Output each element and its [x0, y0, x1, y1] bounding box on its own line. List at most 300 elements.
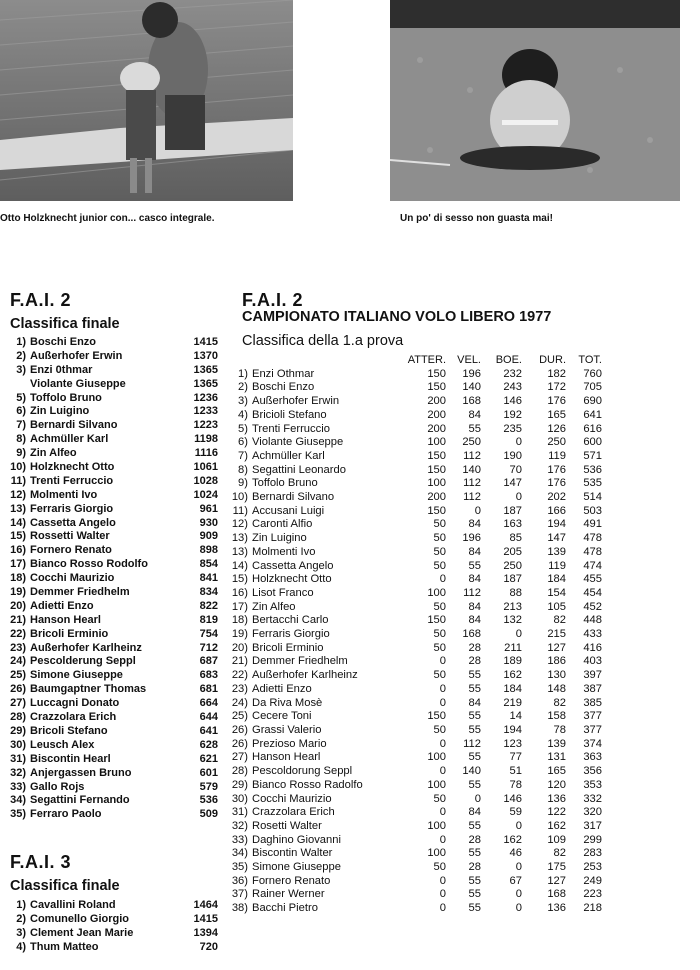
list-item-name: Ferraris Giorgio — [30, 502, 114, 515]
cell-tot: 332 — [583, 792, 602, 805]
cell-name: Toffolo Bruno — [252, 477, 318, 490]
cell-tot: 249 — [583, 874, 602, 887]
list-item-rank: 34) — [10, 794, 26, 807]
cell-name: Prezioso Mario — [252, 737, 327, 750]
list-item — [0, 336, 218, 350]
championship-results-table — [222, 354, 602, 916]
cell-atter: 0 — [439, 806, 446, 819]
cell-tot: 478 — [583, 532, 602, 545]
cell-atter: 150 — [427, 463, 446, 476]
table-row — [222, 628, 602, 642]
cell-rank: 13) — [231, 532, 248, 545]
cell-vel: 84 — [468, 806, 481, 819]
cell-atter: 50 — [433, 628, 446, 641]
photo-caption-left: Otto Holzknecht junior con... casco integrale. — [0, 213, 215, 224]
cell-name: Zin Luigino — [252, 532, 307, 545]
list-item — [0, 475, 218, 489]
list-item-rank: 9) — [16, 447, 26, 460]
list-item — [0, 628, 218, 642]
cell-tot: 317 — [583, 819, 602, 832]
cell-atter: 0 — [439, 888, 446, 901]
list-item-points: 841 — [199, 572, 218, 585]
list-item — [0, 669, 218, 683]
list-item-name: Crazzolara Erich — [30, 711, 117, 724]
cell-atter: 0 — [439, 833, 446, 846]
cell-vel: 55 — [468, 422, 481, 435]
cell-tot: 397 — [583, 669, 602, 682]
list-item-name: Hanson Hearl — [30, 613, 101, 626]
cell-vel: 0 — [474, 792, 481, 805]
cell-rank: 24) — [231, 696, 248, 709]
cell-atter: 0 — [439, 696, 446, 709]
cell-tot: 353 — [583, 778, 602, 791]
cell-name: Accusani Luigi — [252, 504, 325, 517]
list-item — [0, 767, 218, 781]
table-row — [222, 518, 602, 532]
cell-rank: 19) — [231, 628, 248, 641]
list-item-name: Simone Giuseppe — [30, 669, 123, 682]
table-row — [222, 847, 602, 861]
cell-rank: 17) — [231, 600, 248, 613]
table-row — [222, 450, 602, 464]
list-item-rank: 1) — [16, 336, 26, 348]
fai3-final-list — [0, 899, 218, 955]
table-header-row — [222, 354, 602, 368]
list-item-rank: 15) — [10, 530, 26, 543]
list-item — [0, 899, 218, 913]
cell-name: Zin Alfeo — [252, 600, 296, 613]
cell-tot: 387 — [583, 682, 602, 695]
cell-name: Cassetta Angelo — [252, 559, 334, 572]
cell-boe: 163 — [503, 518, 522, 531]
cell-tot: 433 — [583, 628, 602, 641]
list-item-rank: 30) — [10, 738, 26, 751]
list-item-points: 683 — [199, 669, 218, 682]
cell-tot: 514 — [583, 491, 602, 504]
list-item-name: Außerhofer Erwin — [30, 349, 123, 362]
list-item-rank: 24) — [10, 655, 26, 668]
list-item — [0, 405, 218, 419]
cell-dur: 139 — [547, 545, 566, 558]
fai3-final-subtitle: Classifica finale — [10, 878, 120, 894]
cell-atter: 50 — [433, 641, 446, 654]
cell-rank: 32) — [231, 819, 248, 832]
list-item-name: Anjergassen Bruno — [30, 766, 132, 779]
table-row — [222, 724, 602, 738]
list-item-points: 1415 — [193, 336, 218, 348]
cell-vel: 168 — [462, 628, 481, 641]
list-item-rank: 27) — [10, 697, 26, 710]
cell-atter: 0 — [439, 573, 446, 586]
list-item-rank: 17) — [10, 558, 26, 571]
cell-vel: 55 — [468, 710, 481, 723]
list-item-points: 1198 — [194, 433, 218, 446]
list-item-name: Zin Luigino — [30, 405, 90, 418]
championship-subtitle: CAMPIONATO ITALIANO VOLO LIBERO 1977 — [242, 309, 552, 325]
cell-boe: 190 — [503, 449, 522, 462]
cell-dur: 82 — [553, 696, 566, 709]
list-item-points: 664 — [199, 697, 218, 710]
list-item — [0, 655, 218, 669]
cell-name: Violante Giuseppe — [252, 436, 344, 449]
list-item-name: Molmenti Ivo — [30, 488, 98, 501]
cell-dur: 168 — [547, 888, 566, 901]
cell-dur: 136 — [547, 792, 566, 805]
list-item — [0, 572, 218, 586]
cell-atter: 200 — [427, 408, 446, 421]
cell-boe: 59 — [509, 806, 522, 819]
list-item — [0, 600, 218, 614]
championship-title: F.A.I. 2 — [242, 290, 304, 310]
list-item-name: Bianco Rosso Rodolfo — [30, 558, 148, 571]
cell-name: Da Riva Mosè — [252, 696, 323, 709]
table-row — [222, 765, 602, 779]
cell-vel: 84 — [468, 600, 481, 613]
table-row — [222, 820, 602, 834]
cell-tot: 218 — [583, 902, 602, 915]
cell-tot: 705 — [583, 381, 602, 394]
cell-boe: 194 — [503, 723, 522, 736]
cell-atter: 100 — [427, 778, 446, 791]
cell-boe: 88 — [509, 586, 522, 599]
list-item-points: 961 — [199, 502, 218, 515]
list-item-rank: 13) — [10, 502, 26, 515]
cell-vel: 250 — [462, 436, 481, 449]
cell-boe: 46 — [509, 847, 522, 860]
table-row — [222, 587, 602, 601]
list-item-points: 909 — [199, 530, 218, 543]
list-item-points: 1236 — [193, 391, 218, 404]
list-item-name: Cocchi Maurizio — [30, 572, 115, 585]
list-item — [0, 753, 218, 767]
list-item-name: Demmer Friedhelm — [30, 586, 130, 599]
cell-tot: 478 — [583, 545, 602, 558]
cell-vel: 84 — [468, 696, 481, 709]
cell-atter: 50 — [433, 861, 446, 874]
cell-name: Holzknecht Otto — [252, 573, 332, 586]
table-row — [222, 738, 602, 752]
list-item-rank: 29) — [10, 724, 26, 737]
col-dur: DUR. — [539, 354, 566, 366]
cell-name: Trenti Ferruccio — [252, 422, 330, 435]
cell-boe: 219 — [503, 696, 522, 709]
list-item-rank: 32) — [10, 766, 26, 779]
list-item-name: Boschi Enzo — [30, 336, 97, 348]
cell-atter: 100 — [427, 847, 446, 860]
cell-boe: 78 — [509, 778, 522, 791]
cell-name: Außerhofer Erwin — [252, 395, 340, 408]
cell-vel: 140 — [462, 765, 481, 778]
list-item-rank: 31) — [10, 752, 26, 765]
cell-tot: 374 — [583, 737, 602, 750]
cell-dur: 105 — [547, 600, 566, 613]
cell-name: Adietti Enzo — [252, 682, 312, 695]
list-item-points: 1028 — [193, 474, 218, 487]
list-item — [0, 725, 218, 739]
cell-boe: 0 — [515, 436, 522, 449]
list-item-rank: 28) — [10, 711, 26, 724]
list-item-name: Toffolo Bruno — [30, 391, 102, 404]
list-item-points: 930 — [199, 516, 218, 529]
list-item-name: Leusch Alex — [30, 738, 95, 751]
cell-dur: 78 — [553, 723, 566, 736]
cell-boe: 0 — [515, 888, 522, 901]
cell-vel: 55 — [468, 723, 481, 736]
list-item — [0, 350, 218, 364]
cell-atter: 0 — [439, 902, 446, 915]
list-item-rank: 12) — [10, 488, 26, 501]
list-item-rank: 21) — [10, 613, 26, 626]
table-row — [222, 423, 602, 437]
cell-rank: 35) — [231, 861, 248, 874]
cell-rank: 4) — [238, 408, 248, 421]
cell-tot: 503 — [583, 504, 602, 517]
cell-dur: 139 — [547, 737, 566, 750]
list-item-name: Außerhofer Karlheinz — [30, 641, 142, 654]
cell-rank: 25) — [231, 710, 248, 723]
table-row — [222, 381, 602, 395]
list-item-rank: 1) — [16, 899, 26, 911]
list-item-rank: 14) — [10, 516, 26, 529]
list-item-rank: 3) — [16, 926, 26, 939]
list-item — [0, 392, 218, 406]
list-item-name: Trenti Ferruccio — [30, 474, 114, 487]
list-item-name: Bricoli Stefano — [30, 724, 108, 737]
cell-name: Cocchi Maurizio — [252, 792, 332, 805]
cell-boe: 243 — [503, 381, 522, 394]
list-item — [0, 711, 218, 725]
list-item — [0, 544, 218, 558]
cell-rank: 20) — [231, 641, 248, 654]
cell-boe: 77 — [509, 751, 522, 764]
list-item-rank: 6) — [16, 405, 26, 418]
list-item-points: 834 — [199, 586, 218, 599]
list-item-rank: 20) — [10, 599, 26, 612]
cell-tot: 454 — [583, 586, 602, 599]
list-item-points: 621 — [199, 752, 218, 765]
table-row — [222, 464, 602, 478]
cell-boe: 146 — [503, 792, 522, 805]
list-item — [0, 489, 218, 503]
list-item-name: Thum Matteo — [30, 940, 99, 953]
list-item — [0, 642, 218, 656]
list-item — [0, 697, 218, 711]
list-item-name: Holzknecht Otto — [30, 461, 115, 474]
cell-tot: 641 — [583, 408, 602, 421]
fai3-final-title: F.A.I. 3 — [10, 852, 72, 872]
cell-name: Pescoldorung Seppl — [252, 765, 353, 778]
cell-name: Bertacchi Carlo — [252, 614, 329, 627]
cell-tot: 600 — [583, 436, 602, 449]
cell-rank: 7) — [238, 449, 248, 462]
cell-tot: 535 — [583, 477, 602, 490]
list-item-points: 579 — [199, 780, 218, 793]
cell-rank: 12) — [231, 518, 248, 531]
table-row — [222, 888, 602, 902]
list-item-name: Zin Alfeo — [30, 447, 77, 460]
list-item-name: Rossetti Walter — [30, 530, 110, 543]
list-item-name: Enzi 0thmar — [30, 363, 93, 376]
list-item-points: 1024 — [193, 488, 218, 501]
cell-atter: 50 — [433, 532, 446, 545]
list-item-points: 819 — [199, 613, 218, 626]
cell-dur: 250 — [547, 436, 566, 449]
list-item — [0, 530, 218, 544]
cell-rank: 29) — [231, 778, 248, 791]
cell-tot: 491 — [583, 518, 602, 531]
cell-boe: 192 — [503, 408, 522, 421]
cell-atter: 150 — [427, 504, 446, 517]
cell-boe: 187 — [503, 573, 522, 586]
cell-dur: 130 — [547, 669, 566, 682]
cell-tot: 377 — [583, 723, 602, 736]
cell-atter: 0 — [439, 874, 446, 887]
cell-rank: 30) — [231, 792, 248, 805]
cell-tot: 320 — [583, 806, 602, 819]
list-item-name: Baumgaptner Thomas — [30, 683, 147, 696]
list-item-points: 1464 — [193, 899, 218, 911]
list-item — [0, 461, 218, 475]
cell-boe: 184 — [503, 682, 522, 695]
cell-vel: 28 — [468, 655, 481, 668]
list-item-rank: 5) — [16, 391, 26, 404]
cell-rank: 3) — [238, 395, 248, 408]
cell-vel: 55 — [468, 819, 481, 832]
cell-name: Bacchi Pietro — [252, 902, 318, 915]
cell-rank: 10) — [231, 491, 248, 504]
cell-rank: 2) — [238, 381, 248, 394]
cell-rank: 21) — [231, 655, 248, 668]
cell-vel: 112 — [463, 477, 481, 490]
table-row — [222, 806, 602, 820]
cell-name: Biscontin Walter — [252, 847, 333, 860]
cell-vel: 55 — [468, 669, 481, 682]
cell-dur: 165 — [547, 408, 566, 421]
list-item-rank: 18) — [10, 572, 26, 585]
cell-rank: 37) — [231, 888, 248, 901]
cell-rank: 14) — [231, 559, 248, 572]
cell-dur: 154 — [547, 586, 566, 599]
cell-boe: 189 — [503, 655, 522, 668]
list-item-name: Achmüller Karl — [30, 433, 109, 446]
cell-dur: 176 — [547, 463, 566, 476]
cell-tot: 253 — [583, 861, 602, 874]
cell-tot: 474 — [583, 559, 602, 572]
table-row — [222, 875, 602, 889]
cell-tot: 452 — [583, 600, 602, 613]
list-item-points: 1394 — [193, 926, 218, 939]
fai2-final-list — [0, 336, 218, 822]
cell-dur: 176 — [547, 477, 566, 490]
cell-vel: 28 — [468, 833, 481, 846]
cell-rank: 16) — [231, 586, 248, 599]
table-row — [222, 669, 602, 683]
table-row — [222, 532, 602, 546]
list-item — [0, 517, 218, 531]
list-item-name: Gallo Rojs — [30, 780, 85, 793]
cell-tot: 416 — [583, 641, 602, 654]
cell-atter: 0 — [439, 737, 446, 750]
list-item — [0, 794, 218, 808]
cell-rank: 5) — [238, 422, 248, 435]
cell-atter: 200 — [427, 491, 446, 504]
cell-name: Daghino Giovanni — [252, 833, 341, 846]
list-item — [0, 614, 218, 628]
cell-rank: 13) — [231, 545, 248, 558]
list-item-name: Cassetta Angelo — [30, 516, 116, 529]
list-item-name: Fornero Renato — [30, 544, 112, 557]
list-item-rank: 22) — [10, 627, 26, 640]
list-item-name: Biscontin Hearl — [30, 752, 111, 765]
table-row — [222, 477, 602, 491]
photo-child-with-helmet — [0, 0, 293, 201]
list-item-rank: 19) — [10, 586, 26, 599]
list-item-points: 601 — [199, 766, 218, 779]
cell-tot: 536 — [583, 463, 602, 476]
list-item-points: 1116 — [194, 447, 218, 460]
cell-vel: 55 — [468, 682, 481, 695]
list-item-name: Bernardi Silvano — [30, 419, 118, 432]
cell-vel: 0 — [474, 504, 481, 517]
cell-name: Achmüller Karl — [252, 449, 325, 462]
table-row — [222, 779, 602, 793]
cell-rank: 15) — [231, 573, 248, 586]
cell-dur: 182 — [547, 367, 566, 380]
list-item-points: 898 — [199, 544, 218, 557]
list-item-points: 641 — [199, 724, 218, 737]
cell-vel: 168 — [462, 395, 481, 408]
cell-rank: 26) — [231, 737, 248, 750]
list-item — [0, 378, 218, 392]
cell-vel: 55 — [468, 751, 481, 764]
list-item-points: 536 — [199, 794, 218, 807]
table-row — [222, 710, 602, 724]
cell-vel: 140 — [462, 381, 481, 394]
cell-boe: 235 — [503, 422, 522, 435]
list-item-rank: 2) — [16, 349, 26, 362]
cell-boe: 211 — [504, 641, 522, 654]
list-item-rank: 16) — [10, 544, 26, 557]
cell-boe: 0 — [515, 861, 522, 874]
table-row — [222, 505, 602, 519]
list-item-points: 687 — [199, 655, 218, 668]
list-item — [0, 558, 218, 572]
cell-name: Außerhofer Karlheinz — [252, 669, 358, 682]
cell-vel: 84 — [468, 573, 481, 586]
list-item-name: Bricoli Erminio — [30, 627, 109, 640]
cell-tot: 299 — [583, 833, 602, 846]
cell-dur: 148 — [547, 682, 566, 695]
cell-dur: 166 — [547, 504, 566, 517]
cell-boe: 0 — [515, 902, 522, 915]
cell-name: Grassi Valerio — [252, 723, 322, 736]
list-item-points: 1061 — [193, 461, 218, 474]
col-boe: BOE. — [495, 354, 522, 366]
list-item-points: 1365 — [193, 377, 218, 390]
list-item-points: 822 — [199, 599, 218, 612]
table-row — [222, 697, 602, 711]
col-vel: VEL. — [457, 354, 481, 366]
table-row — [222, 395, 602, 409]
championship-round: Classifica della 1.a prova — [242, 333, 404, 349]
table-row — [222, 491, 602, 505]
cell-boe: 162 — [503, 833, 522, 846]
cell-dur: 158 — [547, 710, 566, 723]
cell-dur: 120 — [547, 778, 566, 791]
fai2-final-title: F.A.I. 2 — [10, 290, 72, 310]
list-item-points: 681 — [199, 683, 218, 696]
cell-boe: 0 — [515, 491, 522, 504]
